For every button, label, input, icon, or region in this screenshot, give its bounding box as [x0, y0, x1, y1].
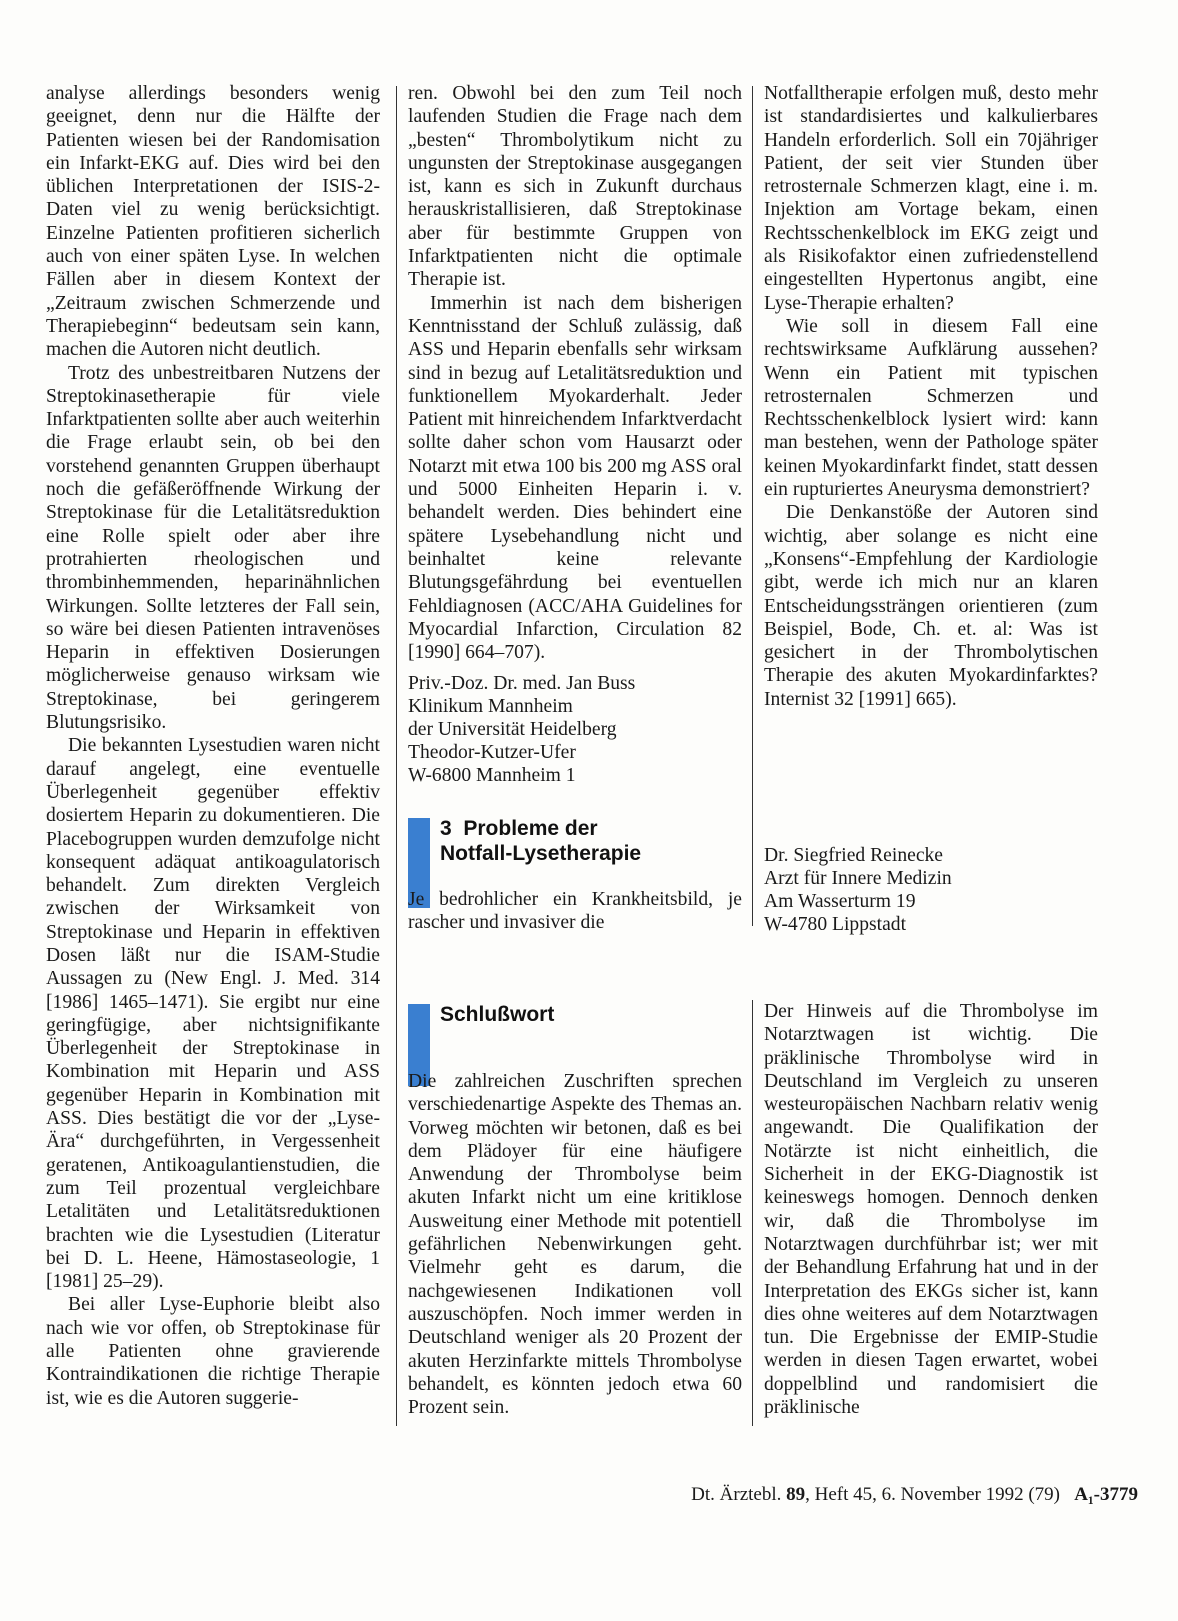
footer-page-number: A₁-3779 — [1074, 1484, 1138, 1505]
signature-buss — [408, 672, 742, 787]
col3-paragraph-3: Die Denkanstöße der Autoren sind wichtig, aber solange es nicht eine „Konsens“-Empfehlung der Kardiologie gibt, werde ich mich nur an klaren Entscheidungssträngen orientieren (zum Beispiel, Bode, Ch. et. al: Was ist gesichert in der Thrombolytischen Therapie des akuten Myokardinfarktes? Internist 32 [1991] 665). — [764, 502, 1098, 710]
schlusswort-col3 — [764, 1000, 1098, 1419]
column-divider-2 — [752, 86, 753, 926]
signature-line: der Universität Heidelberg — [408, 719, 617, 741]
signature-line: Am Wasserturm 19 — [764, 891, 916, 912]
footer-issue: , Heft 45, 6. November 1992 (79) — [805, 1484, 1060, 1505]
column-3 — [764, 82, 1098, 711]
section-number: 3 — [440, 817, 452, 840]
signature-line: Arzt für Innere Medizin — [764, 868, 952, 889]
column-divider-1 — [396, 86, 397, 1426]
signature-reinecke — [764, 844, 1098, 936]
schlusswort-paragraph-1: Die zahlreichen Zuschriften sprechen verschiedenartige Aspekte des Themas an. Vorweg möchten wir betonen, daß es bei dem Plädoyer für eine häufigere Anwendung der Thrombolyse beim akuten Infarkt nicht um eine kritiklose Ausweitung einer Methode mit potentiell gefährlichen Nebenwirkungen geht. Vielmehr geht es darum, die nachgewiesenen Indikationen voll auszuschöpfen. Noch immer werden in Deutschland weniger als 20 Prozent der akuten Herzinfarkte mittels Thrombolyse behandelt, es könnten jedoch etwa 60 Prozent sein. — [408, 1071, 742, 1419]
section-title-line-1: Probleme der — [463, 817, 598, 840]
col3-paragraph-1: Notfalltherapie erfolgen muß, desto mehr ist standardisiertes und kalkulierbares Handeln erforderlich. Soll ein 70jähriger Patient, der seit vier Stunden über retrosternale Schmerzen klagt, eine i. m. Injektion am Vortage bekam, einen Rechtsschenkelblock im EKG zeigt und als Risikofaktor einen zufriedenstellend eingestellten Hypertonus angibt, eine Lyse-Therapie erhalten? — [764, 83, 1098, 314]
col1-paragraph-3: Die bekannten Lysestudien waren nicht darauf angelegt, eine eventuelle Überlegenheit gegenüber effektiv dosiertem Heparin zu dokumentieren. Die Placebogruppen wurden demzufolge nicht konsequent adäquat antikoagulatorisch behandelt. Zum direkten Vergleich zwischen der Wirksamkeit von Streptokinase und Heparin in effektiven Dosen läßt nur die ISAM-Studie Aussagen zu (New Engl. J. Med. 314 [1986] 1465–1471). Sie ergibt nur eine geringfügige, aber nichtsignifikante Überlegenheit der Streptokinase in Kombination mit Heparin und ASS gegenüber Heparin in Kombination mit ASS. Dies bestätigt die vor der „Lyse-Ära“ durchgeführten, in Vergessenheit geratenen, Antikoagulantienstudien, die zum Teil prozentual vergleichbare Letalitäten und Letalitätsreduktionen brachten wie die Lysestudien (Literatur bei D. L. Heene, Hämostaseologie, 1 [1981] 25–29). — [46, 735, 380, 1293]
signature-line: Priv.-Doz. Dr. med. Jan Buss — [408, 673, 636, 695]
schlusswort-paragraph-2: Der Hinweis auf die Thrombolyse im Notarztwagen ist wichtig. Die präklinische Thrombolyse wird in Deutschland im Vergleich zu unseren westeuropäischen Nachbarn relativ wenig angewandt. Die Qualifikation der Notärzte ist nicht einheitlich, die Sicherheit in der EKG-Diagnostik ist keineswegs homogen. Dennoch denken wir, daß die Thrombolyse im Notarztwagen durchführbar ist; wer mit der Behandlung Erfahrung hat und in der Interpretation des EKGs sicher ist, kann dies ohne weiteres auf dem Notarztwagen tun. Die Ergebnisse der EMIP-Studie werden in diesen Tagen erwartet, wobei doppelblind und randomisiert die präklinische — [764, 1001, 1098, 1419]
col2-paragraph-1: ren. Obwohl bei den zum Teil noch laufenden Studien die Frage nach dem „besten“ Thrombolytikum nicht zu ungunsten der Streptokinase ausgegangen ist, kann es sich in Zukunft durchaus herauskristallisieren, daß Streptokinase aber für bestimmte Gruppen von Infarktpatienten nicht die optimale Therapie ist. — [408, 83, 742, 291]
footer-volume: 89 — [786, 1484, 806, 1505]
schlusswort-col2 — [408, 1070, 742, 1419]
col1-paragraph-2: Trotz des unbestreitbaren Nutzens der Streptokinasetherapie für viele Infarktpatienten sollte aber auch weiterhin die Frage erlaubt sein, ob bei den vorstehend genannten Gruppen überhaupt noch die gefäßeröffnende Wirkung der Streptokinase für die Letalitätsreduktion eine Rolle spielt oder aber ihre protrahierten rheologischen und thrombinhemmenden, heparinähnlichen Wirkungen. Sollte letzteres der Fall sein, so wäre bei diesen Patienten intravenöses Heparin in effektiven Dosierungen möglicherweise genauso wirksam wie Streptokinase, bei geringerem Blutungsrisiko. — [46, 362, 380, 734]
col1-paragraph-1: analyse allerdings besonders wenig geeignet, denn nur die Hälfte der Patienten wiesen bei der Randomisation ein Infarkt-EKG auf. Dies wird bei den üblichen Interpretationen der ISIS-2-Daten viel zu wenig berücksichtigt. Einzelne Patienten profitieren sicherlich auch von einer späten Lyse. In welchen Fällen aber in diesem Kontext der „Zeitraum zwischen Schmerzende und Therapiebeginn“ bedeutsam sein kann, machen die Autoren nicht deutlich. — [46, 83, 380, 361]
schlusswort-title: Schlußwort — [440, 1003, 555, 1026]
column-1 — [46, 82, 380, 1410]
section-3-heading — [440, 816, 740, 866]
signature-line: Klinikum Mannheim — [408, 696, 573, 718]
signature-line: W-6800 Mannheim 1 — [408, 765, 576, 787]
page-footer — [691, 1484, 1138, 1506]
column-2 — [408, 82, 742, 787]
col1-paragraph-4: Bei aller Lyse-Euphorie bleibt also nach wie vor offen, ob Streptokinase für alle Patienten ohne gravierende Kontraindikationen die richtige Therapie ist, wie es die Autoren suggerie- — [46, 1294, 380, 1409]
column-divider-3 — [752, 1000, 753, 1426]
footer-journal: Dt. Ärztebl. — [691, 1484, 787, 1505]
signature-line: Theodor-Kutzer-Ufer — [408, 742, 576, 764]
signature-line: Dr. Siegfried Reinecke — [764, 845, 944, 866]
section-3-paragraph: Je bedrohlicher ein Krankheitsbild, je rascher und invasiver die — [408, 889, 742, 934]
signature-line: W-4780 Lippstadt — [764, 914, 907, 935]
section-title-line-2: Notfall-Lysetherapie — [440, 842, 642, 865]
col3-paragraph-2: Wie soll in diesem Fall eine rechtswirksame Aufklärung aussehen? Wenn ein Patient mit typischen retrosternalen Schmerzen und Rechtsschenkelblock lysiert wird: kann man bestehen, wenn der Pathologe später keinen Myokardinfarkt findet, statt dessen ein rupturiertes Aneurysma demonstriert? — [764, 315, 1098, 501]
section-3-text — [408, 888, 742, 935]
col2-paragraph-2: Immerhin ist nach dem bisherigen Kenntnisstand der Schluß zulässig, daß ASS und Heparin ebenfalls sehr wirksam sind in bezug auf Letalitätsreduktion und funktionellem Myokarderhalt. Jeder Patient mit hinreichendem Infarktverdacht sollte daher schon vom Hausarzt oder Notarzt mit etwa 100 bis 200 mg ASS oral und 5000 Einheiten Heparin i. v. behandelt werden. Dies behindert eine spätere Lysebehandlung nicht und beinhaltet keine relevante Blutungsgefährdung bei eventuellen Fehldiagnosen (ACC/AHA Guidelines for Myocardial Infarction, Circulation 82 [1990] 664–707). — [408, 292, 742, 664]
schlusswort-heading — [440, 1002, 740, 1027]
